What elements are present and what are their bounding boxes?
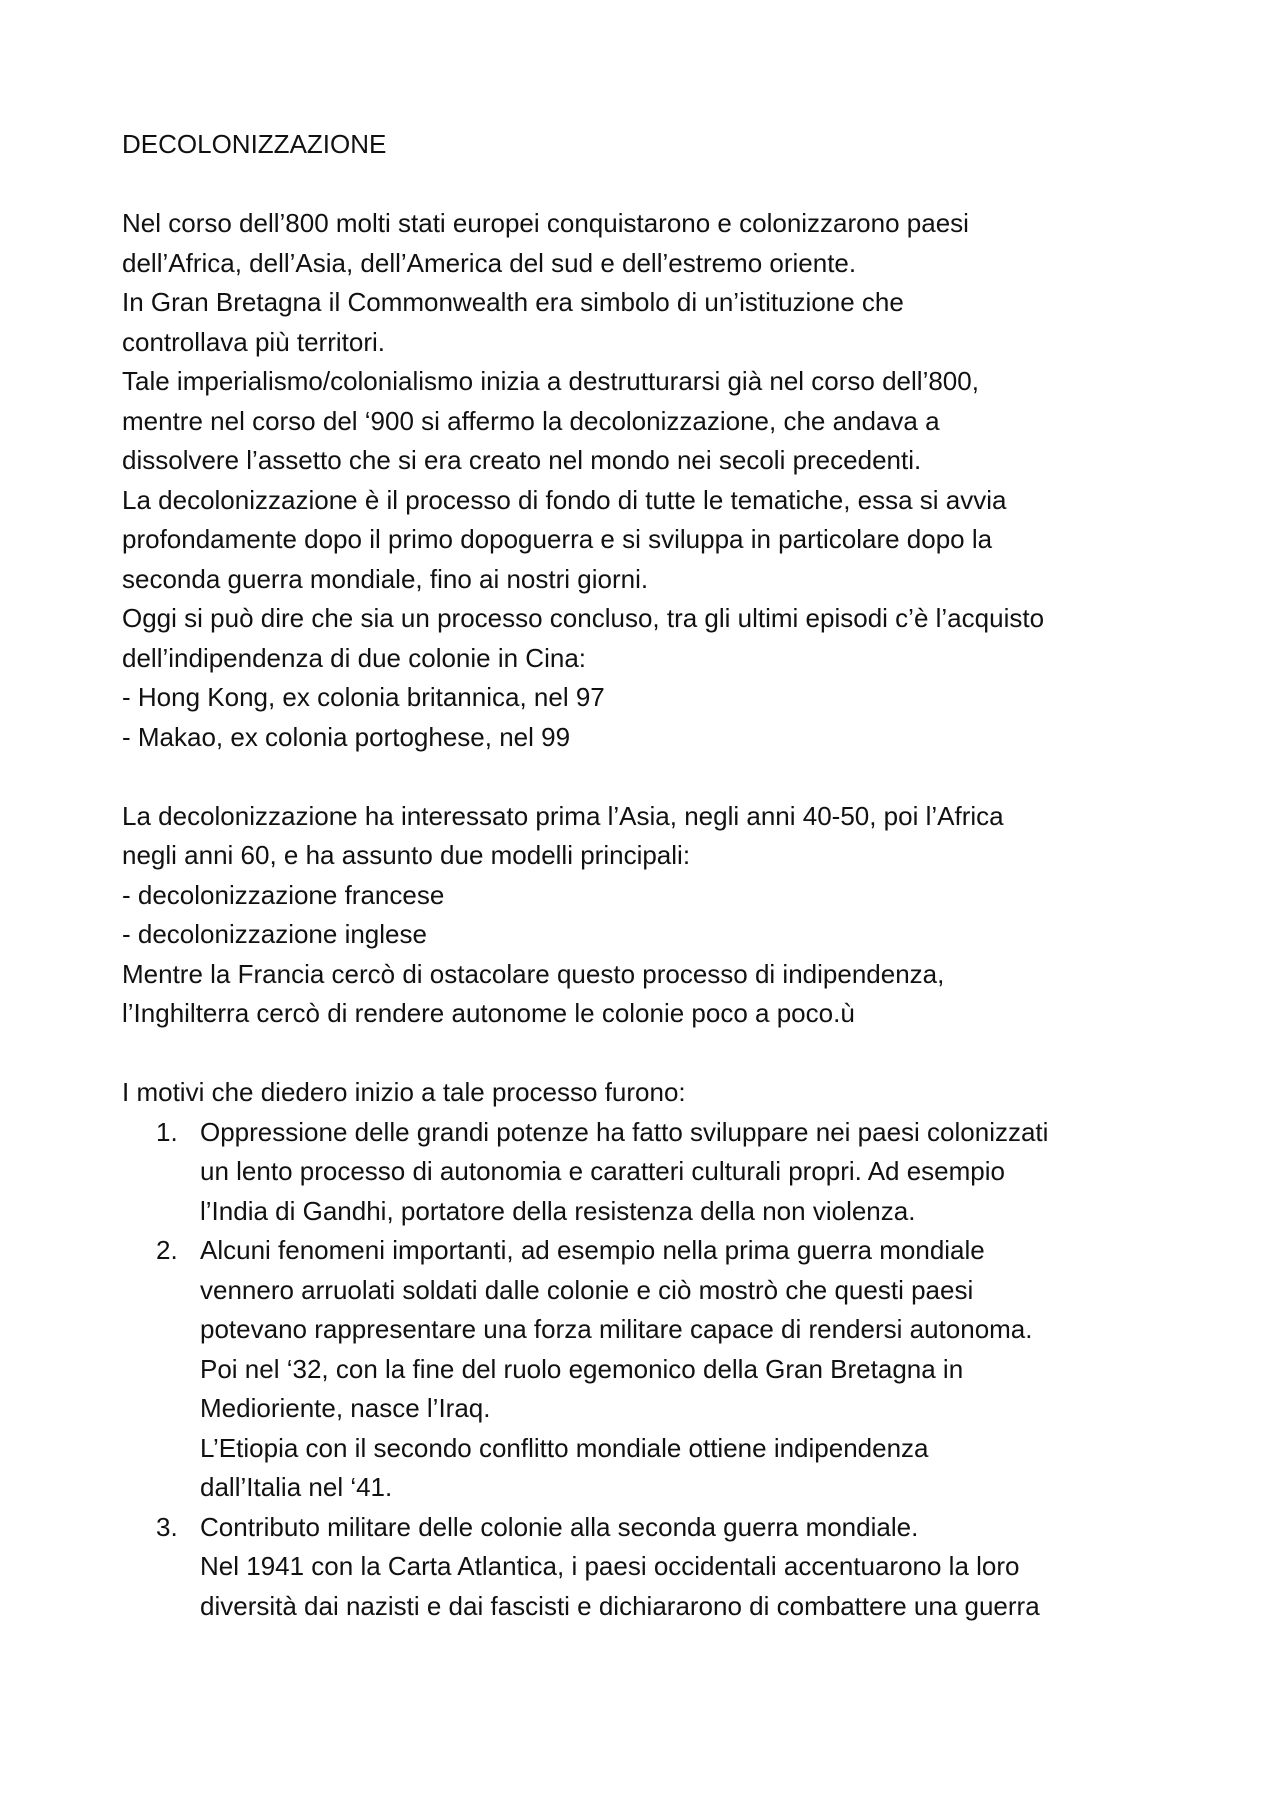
text-line: negli anni 60, e ha assunto due modelli principali: [122,840,691,870]
list-item [122,1231,1172,1508]
text-line: Oppressione delle grandi potenze ha fatto sviluppare nei paesi colonizzati [200,1116,1049,1147]
list-number: 1. [156,1116,178,1147]
text-line: Medioriente, nasce l’Iraq. [200,1393,491,1423]
text-line: profondamente dopo il primo dopoguerra e si sviluppa in particolare dopo la [122,524,993,554]
text-line: mentre nel corso del ‘900 si affermo la decolonizzazione, che andava a [122,405,940,436]
text-line: Tale imperialismo/colonialismo inizia a destrutturarsi già nel corso dell’800, [122,366,979,396]
text-line: l’Inghilterra cercò di rendere autonome le colonie poco a poco.ù [122,998,855,1028]
text-line: Oggi si può dire che sia un processo concluso, tra gli ultimi episodi c’è l’acquisto [122,603,1045,633]
text-line: dell’indipendenza di due colonie in Cina: [122,642,587,673]
document-body [122,125,1172,1626]
text-line: Poi nel ‘32, con la fine del ruolo egemonico della Gran Bretagna in [200,1353,964,1384]
spacer [122,165,1172,205]
list-number: 2. [156,1235,178,1265]
text-line: La decolonizzazione è il processo di fondo di tutte le tematiche, essa si avvia [122,484,1007,515]
text-line: vennero arruolati soldati dalle colonie e ciò mostrò che questi paesi [200,1274,974,1305]
reasons-list [122,1113,1172,1627]
document-title: DECOLONIZZAZIONE [122,129,387,159]
text-line: La decolonizzazione ha interessato prima l’Asia, negli anni 40-50, poi l’Africa [122,800,1004,831]
text-line: potevano rappresentare una forza militare capace di rendersi autonoma. [200,1314,1033,1344]
text-line: - decolonizzazione inglese [122,919,427,949]
text-line: Nel corso dell’800 molti stati europei conquistarono e colonizzarono paesi [122,208,969,238]
text-line: l’India di Gandhi, portatore della resistenza della non violenza. [200,1195,916,1226]
text-line: L’Etiopia con il secondo conflitto mondiale ottiene indipendenza [200,1432,929,1463]
list-item [122,1508,1172,1627]
text-line: seconda guerra mondiale, fino ai nostri giorni. [122,563,649,594]
reasons-intro: I motivi che diedero inizio a tale processo furono: [122,1077,686,1107]
spacer [122,757,1172,797]
text-line: Contributo militare delle colonie alla seconda guerra mondiale. [200,1511,919,1542]
text-line: Alcuni fenomeni importanti, ad esempio nella prima guerra mondiale [200,1235,985,1265]
text-line: dall’Italia nel ‘41. [200,1472,393,1502]
text-line: - decolonizzazione francese [122,879,445,910]
intro-paragraph [122,204,1172,757]
text-line: In Gran Bretagna il Commonwealth era simbolo di un’istituzione che [122,287,904,317]
text-line: diversità dai nazisti e dai fascisti e dichiararono di combattere una guerra [200,1590,1040,1621]
text-line: controllava più territori. [122,326,385,357]
text-line: dissolvere l’assetto che si era creato nel mondo nei secoli precedenti. [122,445,922,475]
text-line: Nel 1941 con la Carta Atlantica, i paesi occidentali accentuarono la loro [200,1551,1020,1581]
text-line: - Makao, ex colonia portoghese, nel 99 [122,721,571,752]
list-item [122,1113,1172,1232]
spacer [122,1034,1172,1074]
list-number: 3. [156,1511,178,1542]
text-line: - Hong Kong, ex colonia britannica, nel 97 [122,682,605,712]
text-line: dell’Africa, dell’Asia, dell’America del sud e dell’estremo oriente. [122,247,857,278]
text-line: un lento processo di autonomia e caratteri culturali propri. Ad esempio [200,1156,1005,1186]
text-line: Mentre la Francia cercò di ostacolare questo processo di indipendenza, [122,958,945,989]
models-paragraph [122,797,1172,1034]
